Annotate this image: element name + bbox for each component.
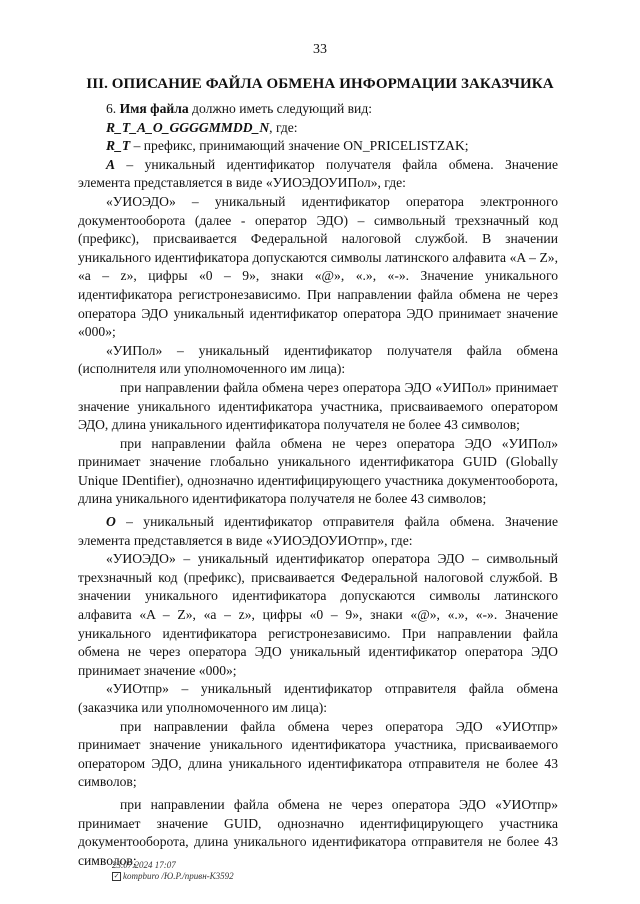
paragraph-file-name: 6. Имя файла должно иметь следующий вид: <box>106 101 373 116</box>
prefix-code: R_T <box>106 138 131 154</box>
paragraph-file-pattern: R_T_A_O_GGGGMMDD_N, где: <box>106 119 298 135</box>
paragraph-receiver-via-edo: при направлении файла обмена через оператора ЭДО «УИПол» принимает значение уникального идентификатора участника, присваиваемого оператором ЭДО, длина уникального идентификатора получателя не более 43 символов; <box>78 379 558 433</box>
sender-code: O <box>106 514 116 530</box>
document-body <box>78 100 558 870</box>
paragraph-sender-edo-operator-id: «УИОЭДО» – уникальный идентификатор оператора ЭДО – символьный трехзначный код (префикс), присваивается Федеральной налоговой службой. В значении уникального идентификатора допускаются символы латинского алфавита «A – Z», «a – z», цифры «0 – 9», знаки «@», «.», «-». Значение уникального идентификатора регистронезависимо. При направлении файла обмена не через оператора ЭДО уникальный идентификатор оператора ЭДО принимает значение «000»; <box>78 551 558 678</box>
file-name-label: Имя файла <box>119 101 189 116</box>
paragraph-prefix: R_T – префикс, принимающий значение ON_PRICELISTZAK; <box>106 138 469 154</box>
receiver-code: A <box>106 156 116 172</box>
footer-signer: kompburo /Ю.Р./привн-К3592 <box>123 871 234 881</box>
footer-stamp <box>112 860 234 882</box>
paragraph-edo-operator-id: «УИОЭДО» – уникальный идентификатор оператора электронного документооборота (далее - оператор ЭДО) – символьный трехзначный код (префикс), присваивается Федеральной налоговой службой. В значении уникального идентификатора допускаются символы латинского алфавита «A – Z», «a – z», цифры «0 – 9», знаки «@», «.», «-». Значение уникального идентификатора регистронезависимо. При направлении файла обмена не через оператора ЭДО уникальный идентификатор оператора ЭДО принимает значение «000»; <box>78 193 558 340</box>
checkbox-icon: ✓ <box>113 872 120 880</box>
paragraph-sender-not-via-edo: при направлении файла обмена не через оператора ЭДО «УИОтпр» принимает значение GUID, однозначно идентифицирующего участника документооборота, длина уникального идентификатора отправителя не более 43 символов; <box>78 796 558 868</box>
paragraph-sender-uid: «УИОтпр» – уникальный идентификатор отправителя файла обмена (заказчика или уполномоченного им лица): <box>78 681 558 715</box>
paragraph-sender-via-edo: при направлении файла обмена через оператора ЭДО «УИОтпр» принимает значение уникального идентификатора участника, присваиваемого оператором ЭДО, длина уникального идентификатора отправителя не более 43 символов; <box>78 718 558 790</box>
section-heading: III. ОПИСАНИЕ ФАЙЛА ОБМЕНА ИНФОРМАЦИИ ЗАКАЗЧИКА <box>86 76 554 92</box>
paragraph-receiver-not-via-edo: при направлении файла обмена не через оператора ЭДО «УИПол» принимает значение глобально уникального идентификатора GUID (Globally Unique IDentifier), однозначно идентифицирующего участника документооборота, длина уникального идентификатора получателя не более 43 символов; <box>78 435 558 507</box>
footer-timestamp: 23.07.2024 17:07 <box>112 860 176 870</box>
paragraph-sender-id: O – уникальный идентификатор отправителя файла обмена. Значение элемента представляется в виде «УИОЭДОУИОтпр», где: <box>78 514 558 548</box>
file-pattern-code: R_T_A_O_GGGGMMDD_N <box>106 119 270 135</box>
page-number: 33 <box>313 42 327 57</box>
paragraph-receiver-uid: «УИПол» – уникальный идентификатор получателя файла обмена (исполнителя или уполномоченного им лица): <box>78 342 558 377</box>
paragraph-receiver-id: A – уникальный идентификатор получателя файла обмена. Значение элемента представляется в виде «УИОЭДОУИПол», где: <box>78 156 558 191</box>
